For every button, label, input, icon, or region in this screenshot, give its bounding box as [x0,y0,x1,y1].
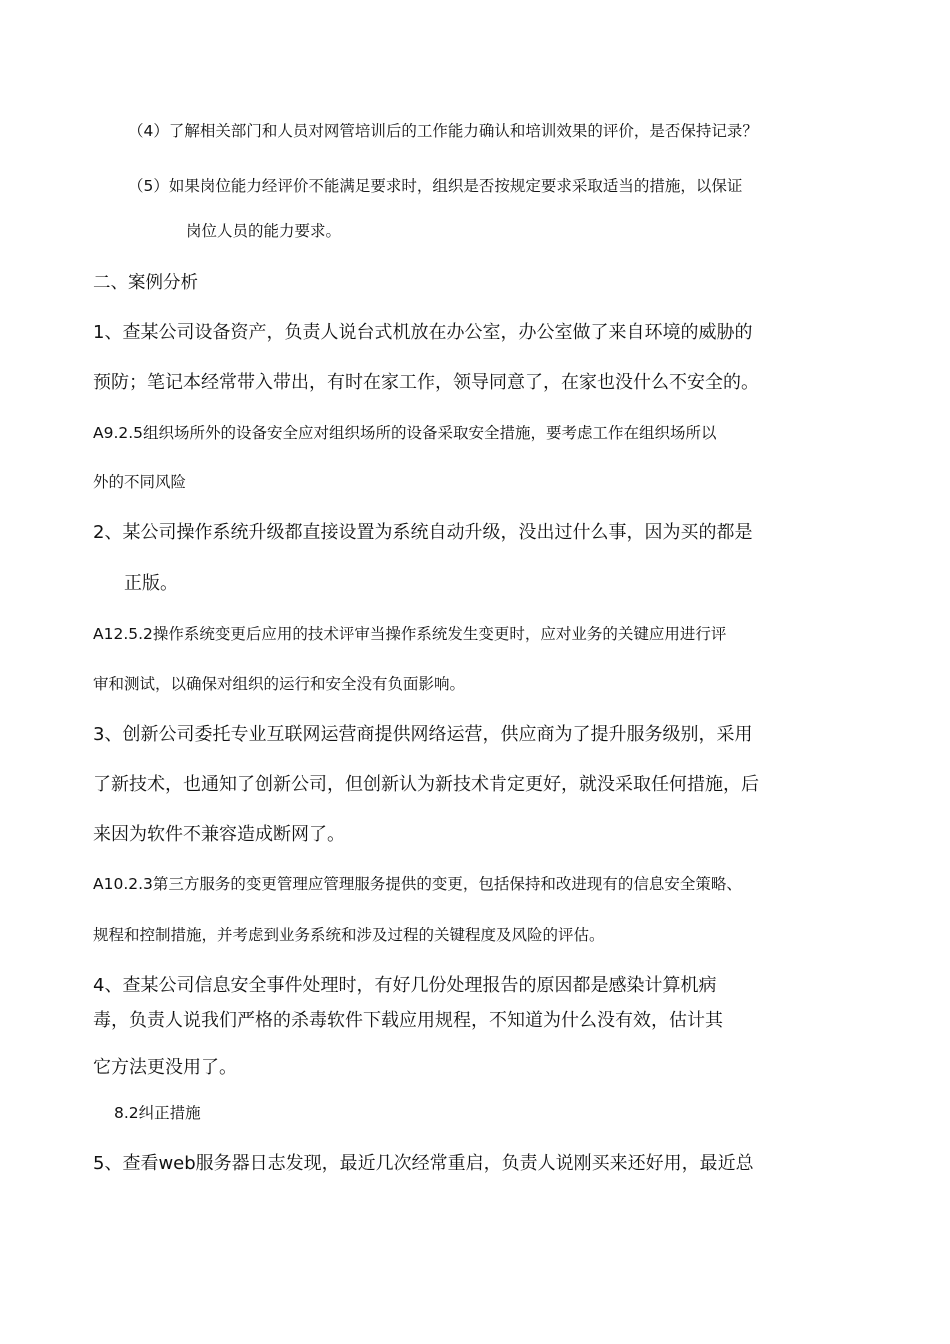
checklist-item-5-continuation: 岗位人员的能力要求。 [186,222,342,240]
case-4-line-3: 它方法更没用了。 [93,1057,237,1078]
case-2-line-1: 2、某公司操作系统升级都直接设置为系统自动升级，没出过什么事，因为买的都是 [93,522,753,543]
section-heading: 二、案例分析 [93,273,198,293]
case-1-clause-line-2: 外的不同风险 [93,473,187,491]
checklist-item-4: （4）了解相关部门和人员对网管培训后的工作能力确认和培训效果的评价，是否保持记录？ [128,122,758,140]
case-1-line-1: 1、查某公司设备资产，负责人说台式机放在办公室，办公室做了来自环境的威胁的 [93,322,753,343]
case-4-line-2: 毒，负责人说我们严格的杀毒软件下载应用规程，不知道为什么没有效，估计其 [93,1010,723,1031]
case-4-clause-line-1: 8.2纠正措施 [114,1104,201,1122]
case-3-line-1: 3、创新公司委托专业互联网运营商提供网络运营，供应商为了提升服务级别，采用 [93,724,753,745]
case-2-clause-line-2: 审和测试，以确保对组织的运行和安全没有负面影响。 [93,675,466,693]
case-4-line-1: 4、查某公司信息安全事件处理时，有好几份处理报告的原因都是感染计算机病 [93,975,717,996]
case-2-clause-line-1: A12.5.2操作系统变更后应用的技术评审当操作系统发生变更时，应对业务的关键应用进行评 [93,625,727,643]
case-3-line-3: 来因为软件不兼容造成断网了。 [93,824,345,845]
case-2-line-2: 正版。 [124,573,178,594]
case-1-line-2: 预防；笔记本经常带入带出，有时在家工作，领导同意了，在家也没什么不安全的。 [93,372,759,393]
checklist-item-5: （5）如果岗位能力经评价不能满足要求时，组织是否按规定要求采取适当的措施，以保证 [128,177,743,195]
case-3-clause-line-1: A10.2.3第三方服务的变更管理应管理服务提供的变更，包括保持和改进现有的信息安全策略、 [93,875,742,893]
case-1-clause-line-1: A9.2.5组织场所外的设备安全应对组织场所的设备采取安全措施，要考虑工作在组织场所以 [93,424,717,442]
case-3-line-2: 了新技术，也通知了创新公司，但创新认为新技术肯定更好，就没采取任何措施，后 [93,774,759,795]
case-3-clause-line-2: 规程和控制措施，并考虑到业务系统和涉及过程的关键程度及风险的评估。 [93,926,605,944]
case-5-line-1: 5、查看web服务器日志发现，最近几次经常重启，负责人说刚买来还好用，最近总 [93,1153,754,1174]
